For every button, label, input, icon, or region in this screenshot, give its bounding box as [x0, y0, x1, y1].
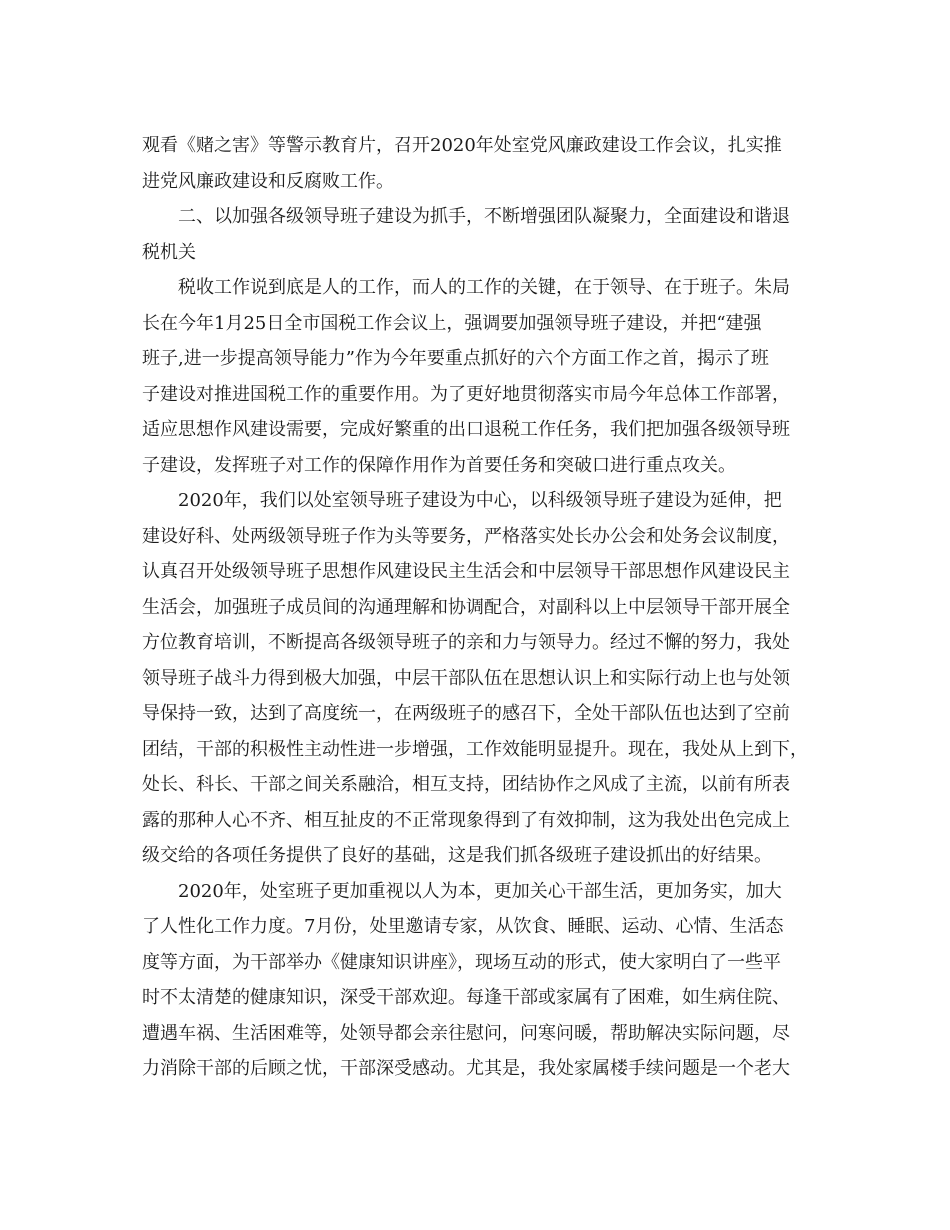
- text-line: 生活会，加强班子成员间的沟通理解和协调配合，对副科以上中层领导干部开展全: [142, 596, 790, 618]
- text-line: 观看《赌之害》等警示教育片，召开2020年处室党风廉政建设工作会议，扎实推: [142, 135, 782, 156]
- text-line: 适应思想作风建设需要，完成好繁重的出口退税工作任务，我们把加强各级领导班: [142, 419, 790, 440]
- text-line: 方位教育培训，不断提高各级领导班子的亲和力与领导力。经过不懈的努力，我处: [142, 632, 790, 653]
- text-line: 团结，干部的积极性主动性进一步增强，工作效能明显提升。现在，我处从上到下，: [142, 738, 808, 760]
- text-line: 长在今年1月25日全市国税工作会议上，强调要加强领导班子建设，并把“建强: [142, 312, 762, 334]
- text-line: 二、以加强各级领导班子建设为抓手，不断增强团队凝聚力，全面建设和谐退: [178, 206, 790, 227]
- text-line: 2020年，我们以处室领导班子建设为中心，以科级领导班子建设为延伸，把: [178, 490, 782, 511]
- text-line: 导保持一致，达到了高度统一，在两级班子的感召下，全处干部队伍也达到了空前: [142, 703, 790, 724]
- paragraph: [142, 270, 814, 483]
- text-line: 认真召开处级领导班子思想作风建设民主生活会和中层领导干部思想作风建设民主: [142, 561, 790, 582]
- paragraph: [142, 483, 814, 874]
- text-line: 力消除干部的后顾之忧，干部深受感动。尤其是，我处家属楼手续问题是一个老大: [142, 1058, 790, 1079]
- text-line: 领导班子战斗力得到极大加强，中层干部队伍在思想认识上和实际行动上也与处领: [142, 667, 790, 689]
- document-body: [142, 128, 814, 1087]
- text-line: 税机关: [142, 241, 196, 263]
- paragraph: [142, 199, 814, 270]
- text-line: 子建设，发挥班子对工作的保障作用作为首要任务和突破口进行重点攻关。: [142, 454, 736, 476]
- text-line: 露的那种人心不齐、相互扯皮的不正常现象得到了有效抑制，这为我处出色完成上: [142, 809, 790, 831]
- text-line: 了人性化工作力度。7月份，处里邀请专家，从饮食、睡眠、运动、心情、生活态: [142, 916, 784, 937]
- text-line: 子建设对推进国税工作的重要作用。为了更好地贯彻落实市局今年总体工作部署，: [142, 383, 790, 405]
- text-line: 进党风廉政建设和反腐败工作。: [142, 170, 394, 192]
- text-line: 时不太清楚的健康知识，深受干部欢迎。每逢干部或家属有了困难，如生病住院、: [142, 987, 790, 1008]
- text-line: 税收工作说到底是人的工作，而人的工作的关键，在于领导、在于班子。朱局: [178, 277, 790, 298]
- paragraph: [142, 874, 814, 1087]
- paragraph: [142, 128, 814, 199]
- text-line: 处长、科长、干部之间关系融洽，相互支持，团结协作之风成了主流，以前有所表: [142, 774, 790, 795]
- text-line: 度等方面，为干部举办《健康知识讲座》，现场互动的形式，使大家明白了一些平: [142, 951, 781, 973]
- text-line: 2020年，处室班子更加重视以人为本，更加关心干部生活，更加务实，加大: [178, 880, 782, 902]
- text-line: 班子,进一步提高领导能力”作为今年要重点抓好的六个方面工作之首，揭示了班: [142, 348, 769, 369]
- text-line: 建设好科、处两级领导班子作为头等要务，严格落实处长办公会和处务会议制度，: [142, 525, 790, 547]
- text-line: 级交给的各项任务提供了良好的基础，这是我们抓各级班子建设抓出的好结果。: [142, 845, 772, 866]
- text-line: 遭遇车祸、生活困难等，处领导都会亲往慰问，问寒问暖，帮助解决实际问题，尽: [142, 1022, 790, 1044]
